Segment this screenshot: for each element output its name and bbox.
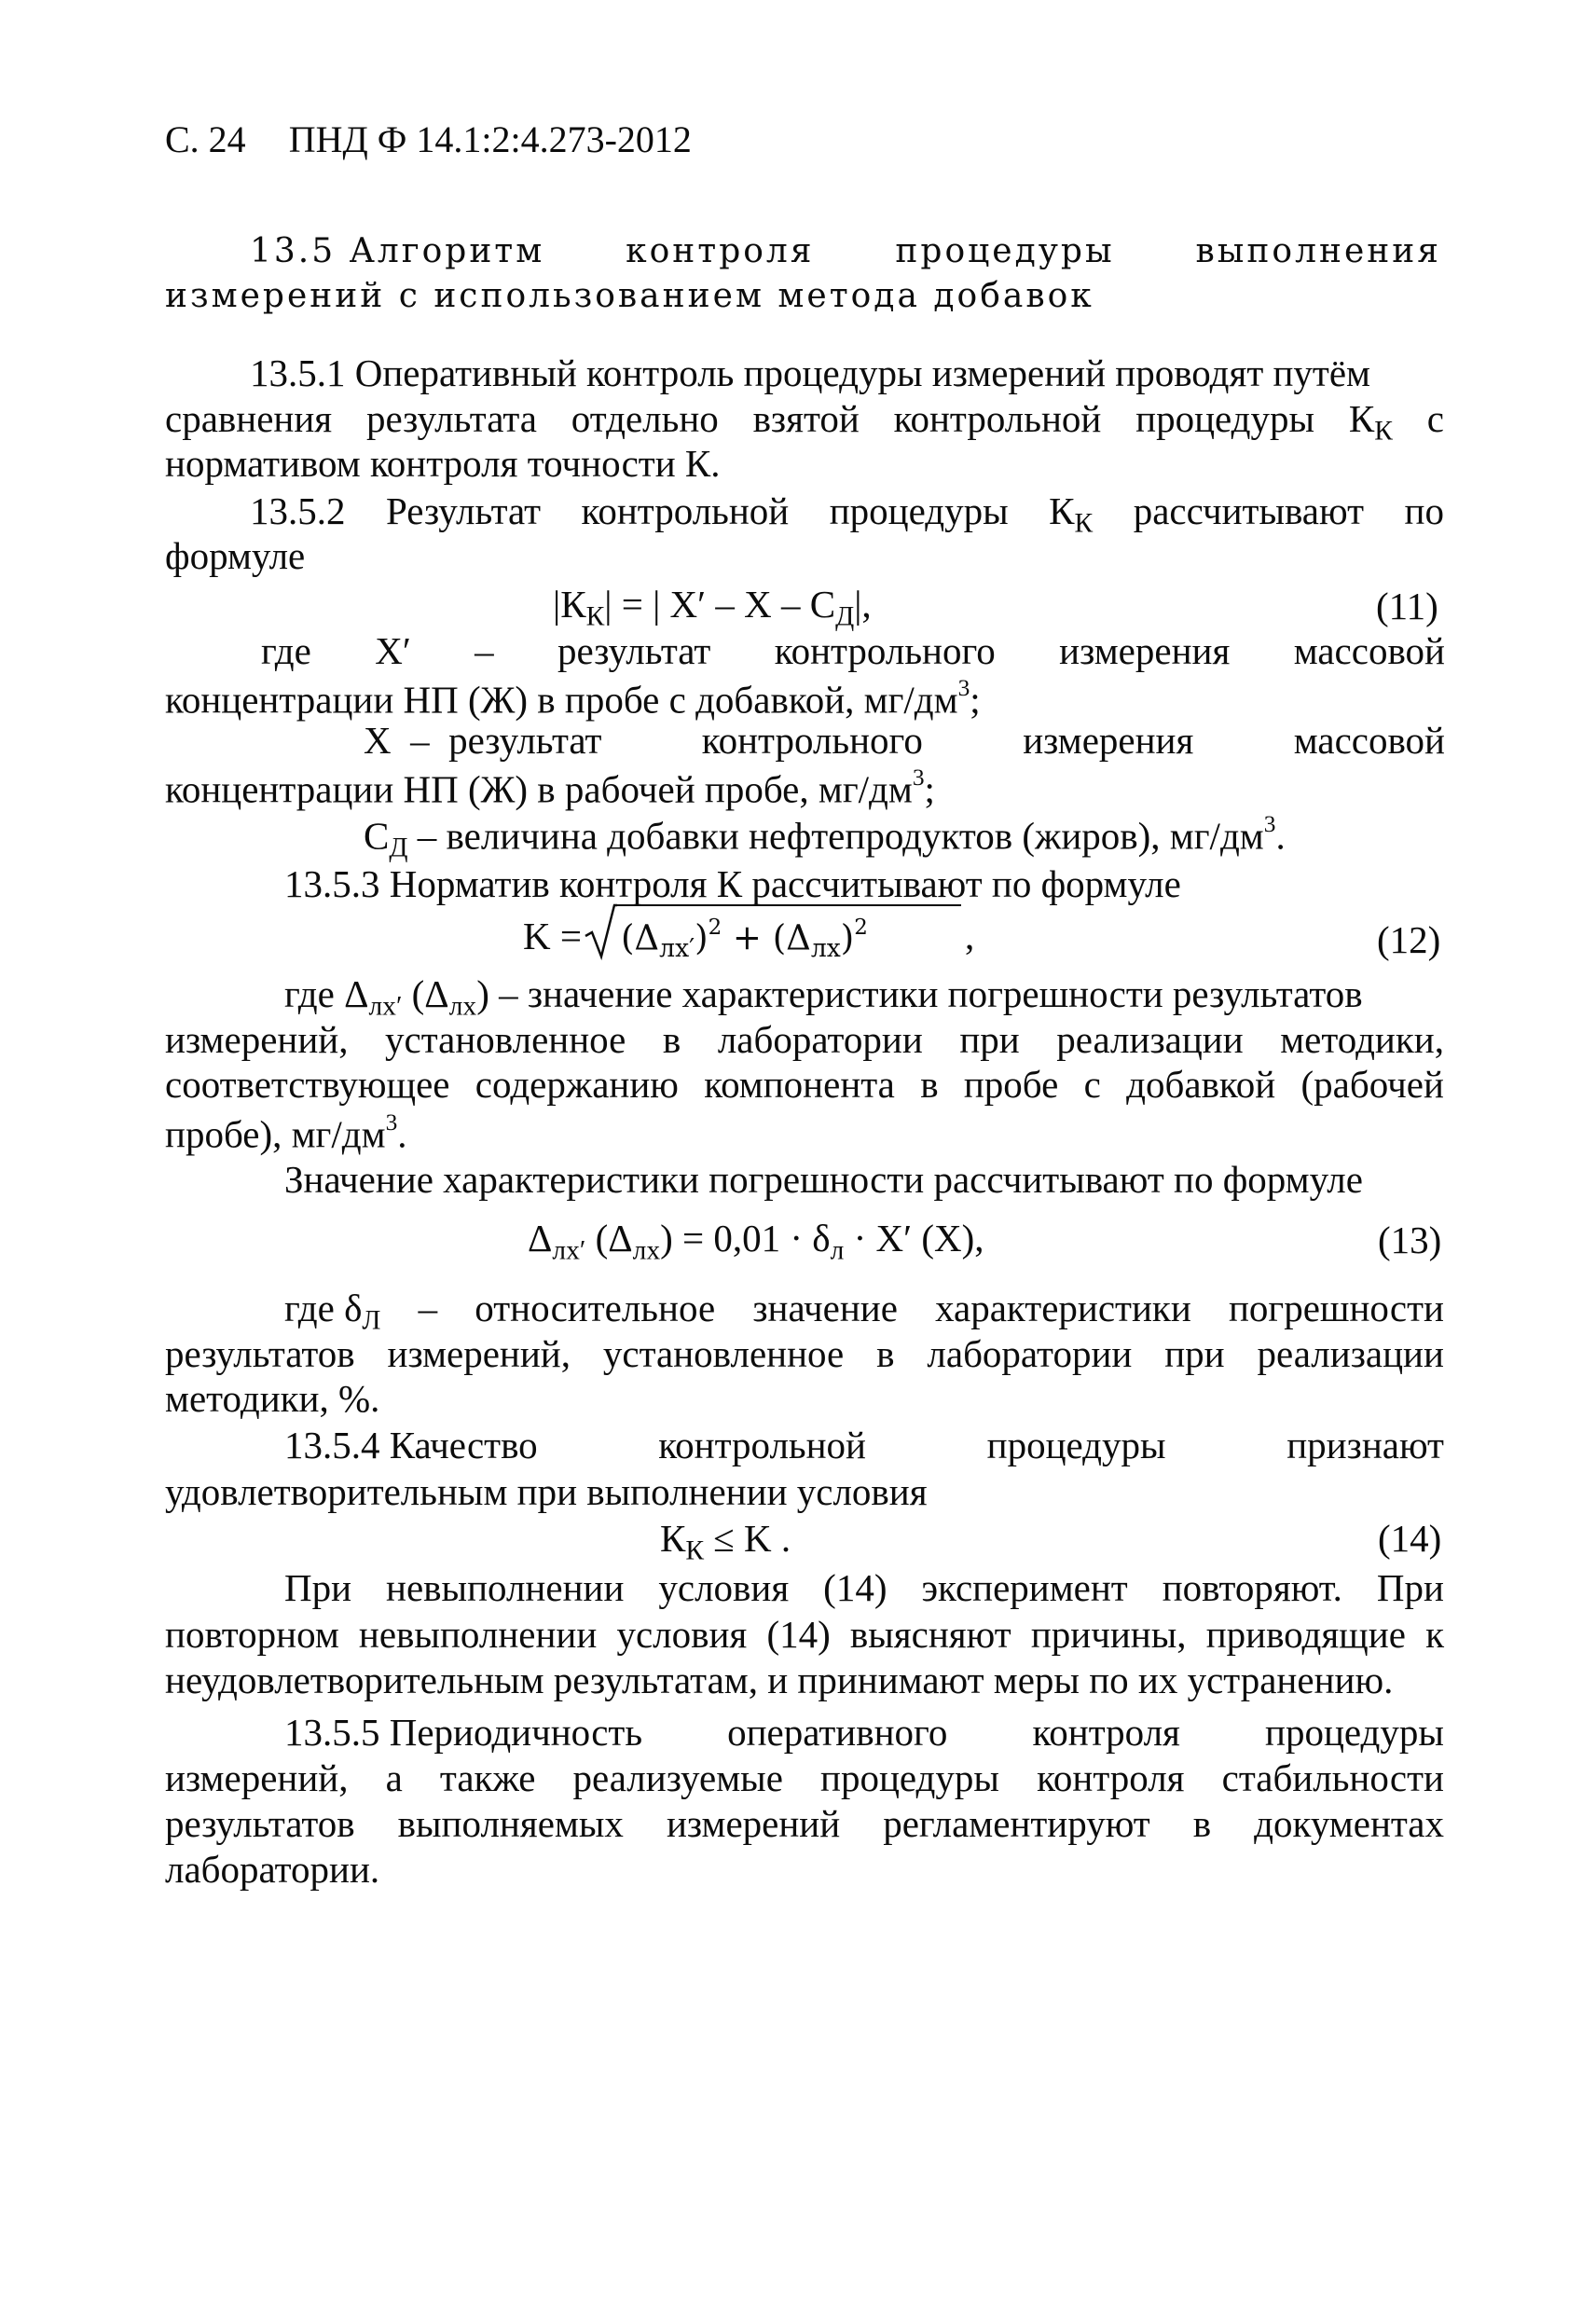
- text-span: 3: [912, 764, 925, 791]
- text-span: процедуры: [986, 1424, 1166, 1466]
- text-span: реализуемые: [572, 1756, 783, 1799]
- text-span: 2: [854, 916, 868, 940]
- text-span: пробе), мг/дм: [165, 1112, 386, 1156]
- text-span: ;: [970, 678, 981, 722]
- text-span: 3: [957, 675, 970, 701]
- paragraph-failure-line3: неудовлетворительным результатам, и принимают меры по их устранению.: [165, 1659, 1394, 1701]
- text-span: методики,: [1280, 1018, 1444, 1061]
- text-span: документах: [1254, 1802, 1444, 1845]
- text-span: выполняемых: [397, 1802, 624, 1845]
- text-span: лх′: [659, 933, 695, 963]
- text-span: оперативного: [727, 1711, 948, 1754]
- text-span: лаборатории: [927, 1332, 1133, 1375]
- text-span: + (Δ: [722, 917, 811, 958]
- text-span: относительное: [475, 1287, 716, 1329]
- paragraph-13-5-1-line1: 13.5.1 Оперативный контроль процедуры измерений проводят путём: [250, 351, 1370, 394]
- equation-12-lhs: K =: [523, 915, 582, 957]
- text-span: С: [364, 814, 390, 858]
- equation-number-13: (13): [1378, 1218, 1442, 1261]
- text-span: измерений,: [387, 1332, 571, 1375]
- text-span: лх: [810, 933, 841, 963]
- text-span: где: [261, 629, 311, 672]
- text-span: (14): [823, 1566, 887, 1609]
- text-span: концентрации НП (Ж) в рабочей пробе, мг/дм: [165, 767, 913, 811]
- text-span: при: [959, 1018, 1020, 1061]
- text-span: контрольной: [893, 397, 1102, 440]
- text-span: контрольной: [581, 489, 790, 532]
- text-span: |К: [553, 583, 586, 626]
- text-span: добавкой: [1126, 1063, 1276, 1106]
- text-span: значение: [752, 1287, 898, 1329]
- text-span: невыполнении: [386, 1566, 625, 1609]
- equation-number-14: (14): [1378, 1517, 1442, 1560]
- text-span: К: [585, 601, 605, 632]
- text-span: контрольной: [658, 1424, 866, 1466]
- text-span: ;: [924, 767, 935, 811]
- text-span: л: [830, 1235, 845, 1266]
- radical-overline: [616, 904, 961, 906]
- paragraph-13-5-5-line1: [284, 1711, 1444, 1754]
- text-span: где Δ: [284, 972, 369, 1015]
- text-span: стабильности: [1221, 1756, 1444, 1799]
- equation-14: [660, 1517, 791, 1566]
- paragraph-13-5-1-line3: нормативом контроля точности К.: [165, 442, 721, 485]
- text-span: измерений: [666, 1802, 841, 1845]
- text-span: X′: [375, 629, 411, 672]
- text-span: Δ: [528, 1217, 553, 1260]
- text-span: –: [410, 719, 430, 762]
- text-span: концентрации НП (Ж) в пробе с добавкой, мг/дм: [165, 678, 958, 722]
- text-span: (рабочей: [1300, 1063, 1444, 1106]
- text-span: в: [876, 1332, 895, 1375]
- text-span: повторном: [165, 1613, 339, 1656]
- text-span: X: [364, 719, 392, 762]
- text-span: лх: [632, 1235, 661, 1266]
- where-11-line2: [165, 675, 981, 722]
- text-span: реализации: [1257, 1332, 1444, 1375]
- text-span: измерений,: [165, 1756, 349, 1799]
- text-span: при: [1164, 1332, 1225, 1375]
- text-span: При: [1376, 1566, 1444, 1609]
- text-span: пробе: [963, 1063, 1059, 1106]
- text-span: (Δ: [585, 1217, 633, 1260]
- where-12-line3: [165, 1063, 1444, 1106]
- paragraph-13-5-5-line2: [165, 1756, 1444, 1799]
- text-span: контрольного: [774, 629, 996, 672]
- text-span: ): [840, 917, 855, 958]
- text-span: лх′: [368, 991, 403, 1022]
- text-span: лх′: [552, 1235, 586, 1266]
- text-span: отдельно: [571, 397, 719, 440]
- text-span: выполнения: [1195, 232, 1441, 270]
- text-span: установленное: [385, 1018, 626, 1061]
- text-span: 13.5.4 Качество: [284, 1424, 538, 1466]
- text-span: результатов: [165, 1802, 355, 1845]
- text-span: условия: [658, 1566, 790, 1609]
- text-span: результат: [448, 719, 602, 762]
- paragraph-13-5-3: 13.5.3 Норматив контроля К рассчитывают по формуле: [284, 862, 1181, 905]
- text-span: также: [439, 1756, 536, 1799]
- text-span: К: [685, 1535, 705, 1566]
- text-span: в: [1192, 1802, 1212, 1845]
- page-header: [165, 118, 692, 160]
- text-span: с: [1083, 1063, 1101, 1106]
- text-span: ) – значение характеристики погрешности результатов: [476, 972, 1363, 1015]
- text-span: 13.5.2: [250, 489, 346, 532]
- paragraph-characteristic: Значение характеристики погрешности рассчитывают по формуле: [284, 1158, 1363, 1201]
- text-span: массовой: [1293, 629, 1445, 672]
- text-span: 13.5.5 Периодичность: [284, 1711, 643, 1754]
- text-span: взятой: [752, 397, 860, 440]
- equation-12-radicand: [621, 917, 868, 962]
- text-span: измерения: [1059, 629, 1231, 672]
- paragraph-13-5-5-line4: лаборатории.: [165, 1848, 380, 1891]
- text-span: –: [418, 1287, 438, 1329]
- equation-11: [553, 585, 872, 631]
- text-span: (Δ: [621, 917, 660, 958]
- text-span: контроля: [1037, 1756, 1185, 1799]
- text-span: К: [1348, 397, 1375, 440]
- text-span: регламентируют: [883, 1802, 1150, 1845]
- radical-sign: [584, 902, 617, 960]
- text-span: результат: [557, 629, 711, 672]
- text-span: Л: [362, 1305, 381, 1336]
- paragraph-13-5-4-line2: удовлетворительным при выполнении условия: [165, 1470, 928, 1513]
- text-span: сравнения: [165, 397, 333, 440]
- text-span: эксперимент: [921, 1566, 1128, 1609]
- section-title: [250, 232, 1441, 270]
- where-13-line1: [284, 1289, 1444, 1335]
- text-span: (14): [766, 1613, 831, 1656]
- text-span: 2: [708, 916, 722, 940]
- where-12-line1: [284, 972, 1363, 1022]
- paragraph-failure-line1: [284, 1566, 1444, 1609]
- text-span: где δ: [284, 1287, 363, 1329]
- text-span: ≤ K .: [704, 1517, 791, 1560]
- text-span: лх: [448, 991, 477, 1022]
- text-span: 3: [385, 1109, 398, 1136]
- text-span: Д: [389, 833, 408, 863]
- paragraph-13-5-4-line1: [284, 1426, 1444, 1465]
- text-span: Д: [835, 601, 855, 632]
- text-span: контрольного: [701, 719, 923, 762]
- where-11-line5: [364, 813, 1286, 862]
- text-span: рассчитывают: [1133, 489, 1365, 532]
- equation-number-12: (12): [1377, 918, 1441, 961]
- text-span: условия: [616, 1613, 748, 1656]
- equation-12-comma: ,: [965, 915, 975, 957]
- text-span: –: [475, 629, 494, 672]
- equation-number-11: (11): [1376, 585, 1438, 627]
- text-span: контроля: [626, 232, 815, 270]
- section-title-line2: измерений с использованием метода добавок: [165, 277, 1094, 315]
- paragraph-13-5-1-line2: [165, 397, 1444, 447]
- text-span: установленное: [602, 1332, 845, 1375]
- text-span: ) = 0,01 · δ: [660, 1217, 831, 1260]
- text-span: признают: [1286, 1424, 1444, 1466]
- text-span: в: [662, 1018, 681, 1061]
- text-span: измерения: [1023, 719, 1194, 762]
- where-11-line1: [261, 629, 1445, 672]
- text-span: | = | X′ – X – С: [604, 583, 836, 626]
- where-12-line4: [165, 1109, 407, 1156]
- text-span: Результат: [385, 489, 542, 532]
- text-span: реализации: [1056, 1018, 1244, 1061]
- text-span: · X′ (X),: [844, 1217, 984, 1260]
- text-span: невыполнении: [358, 1613, 598, 1656]
- where-13-line2: [165, 1332, 1444, 1375]
- paragraph-failure-line2: [165, 1613, 1444, 1656]
- text-span: процедуры: [1265, 1711, 1444, 1754]
- text-span: 3: [1263, 811, 1276, 837]
- text-span: К: [660, 1517, 686, 1560]
- where-11-line4: [165, 764, 935, 811]
- text-span: в: [920, 1063, 939, 1106]
- text-span: контроля: [1032, 1711, 1180, 1754]
- text-span: характеристики: [935, 1287, 1191, 1329]
- text-span: |,: [854, 583, 872, 626]
- equation-13: [528, 1219, 984, 1265]
- paragraph-13-5-2-line2: формуле: [165, 534, 306, 577]
- text-span: по: [1404, 489, 1444, 532]
- text-span: а: [385, 1756, 403, 1799]
- where-13-line3: методики, %.: [165, 1377, 380, 1420]
- text-span: лаборатории: [717, 1018, 923, 1061]
- text-span: с: [1426, 397, 1444, 440]
- paragraph-13-5-2-line1: [250, 489, 1444, 539]
- text-span: ): [695, 917, 709, 958]
- text-span: процедуры: [1135, 397, 1315, 440]
- text-span: погрешности: [1228, 1287, 1444, 1329]
- document-code: ПНД Ф 14.1:2:4.273-2012: [288, 118, 692, 160]
- text-span: 13.5 Алгоритм: [250, 232, 545, 270]
- text-span: – величина добавки нефтепродуктов (жиров), мг/дм: [407, 814, 1264, 858]
- text-span: При: [284, 1566, 352, 1609]
- text-span: причины,: [1030, 1613, 1187, 1656]
- text-span: процедуры: [895, 232, 1115, 270]
- text-span: процедуры: [820, 1756, 999, 1799]
- text-span: повторяют.: [1162, 1566, 1342, 1609]
- text-span: результатов: [165, 1332, 355, 1375]
- text-span: приводящие: [1205, 1613, 1406, 1656]
- text-span: выясняют: [849, 1613, 1011, 1656]
- text-span: результата: [365, 397, 537, 440]
- text-span: компонента: [704, 1063, 895, 1106]
- text-span: соответствующее: [165, 1063, 450, 1106]
- text-span: измерений,: [165, 1018, 349, 1061]
- text-span: К: [1374, 416, 1393, 447]
- text-span: .: [397, 1112, 407, 1156]
- paragraph-13-5-5-line3: [165, 1802, 1444, 1845]
- where-11-line3: [364, 719, 1445, 762]
- text-span: К: [1074, 508, 1094, 539]
- text-span: .: [1275, 814, 1286, 858]
- text-span: содержанию: [475, 1063, 679, 1106]
- page-number: С. 24: [165, 118, 246, 160]
- text-span: К: [1049, 489, 1075, 532]
- text-span: процедуры: [829, 489, 1009, 532]
- where-12-line2: [165, 1018, 1444, 1061]
- text-span: массовой: [1293, 719, 1445, 762]
- text-span: (Δ: [402, 972, 449, 1015]
- text-span: к: [1425, 1613, 1444, 1656]
